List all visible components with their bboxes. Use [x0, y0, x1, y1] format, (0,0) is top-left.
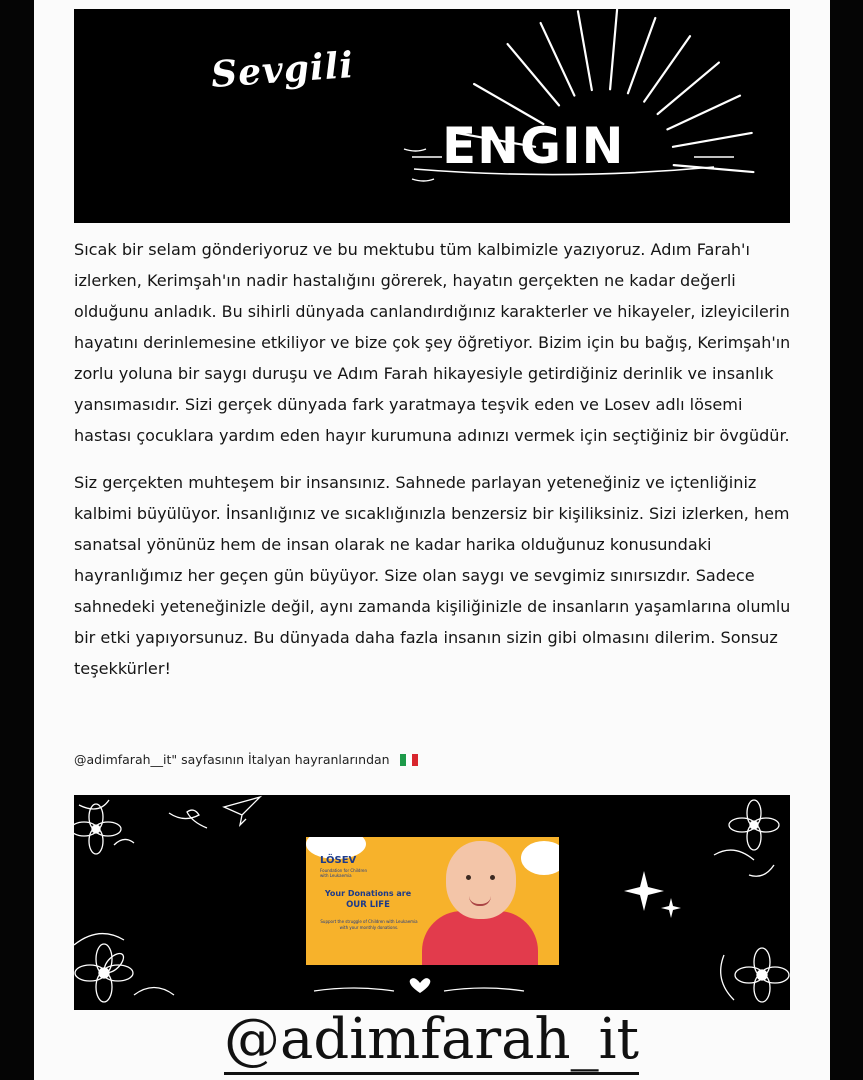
sun-ray	[628, 18, 655, 93]
left-frame-edge	[0, 0, 34, 1080]
child-eye	[466, 875, 471, 880]
sun-ray	[667, 96, 740, 130]
sun-ray	[541, 23, 575, 96]
footer-banner	[74, 795, 790, 1010]
sun-ray	[578, 11, 592, 90]
letter-signature	[74, 752, 418, 767]
losev-donation-card	[306, 837, 559, 965]
right-frame-edge	[830, 0, 863, 1080]
letter-line: kalbimi büyülüyor. İnsanlığınız ve sıcaklığınızla benzersiz bir kişiliksiniz. Sizi izlerken, hem	[74, 504, 790, 523]
greeting-word: Sevgili	[209, 44, 356, 96]
donation-small-text: Support the struggle of Children with Leukaemia with your monthly donations.	[320, 919, 418, 930]
donation-subheading: OUR LIFE	[346, 900, 390, 910]
instagram-handle: @adimfarah_it	[0, 1005, 863, 1075]
letter-line: sanatsal yönünüz hem de insan olarak ne kadar harika olduğunuz konusundaki	[74, 535, 712, 554]
letter-line: hayatını derinlemesine etkiliyor ve bize çok şey öğretiyor. Bizim için bu bağış, Kerimşah'ın	[74, 333, 791, 352]
sun-ray	[508, 44, 559, 105]
letter-line: izlerken, Kerimşah'ın nadir hastalığını görerek, hayatın gerçekten ne kadar değerli	[74, 271, 736, 290]
signature-text: @adimfarah__it" sayfasının İtalyan hayranlarından	[74, 752, 390, 767]
letter-paragraph-1	[74, 234, 790, 451]
letter-paragraph-2	[74, 467, 790, 684]
cloud-decoration	[521, 841, 559, 875]
letter-line: zorlu yoluna bir saygı duruşu ve Adım Farah hikayesiyle getirdiğiniz derinlik ve insanlık	[74, 364, 774, 383]
losev-logo: LÖSEV	[320, 855, 357, 866]
letter-line: yansımasıdır. Sizi gerçek dünyada fark yaratmaya teşvik eden ve Losev adlı lösemi	[74, 395, 743, 414]
letter-line: Sıcak bir selam gönderiyoruz ve bu mektubu tüm kalbimizle yazıyoruz. Adım Farah'ı	[74, 240, 750, 259]
letter-body	[74, 234, 790, 684]
sun-ray	[673, 133, 752, 147]
child-illustration-body	[422, 911, 538, 965]
child-illustration-head	[446, 841, 516, 919]
donation-heading: Your Donations are	[324, 889, 412, 898]
letter-line: bir etki yapıyorsunuz. Bu dünyada daha fazla insanın sizin gibi olmasını dilerim. Sonsuz	[74, 628, 778, 647]
letter-line: teşekkürler!	[74, 659, 171, 678]
letter-line: hastası çocuklara yardım eden hayır kurumuna adınızı vermek için seçtiğiniz bir övgüdür.	[74, 426, 790, 445]
italian-flag-icon	[400, 754, 418, 766]
letter-line: sahnedeki yeteneğinizle değil, aynı zamanda kişiliğinizle de insanların yaşamlarına olumlu	[74, 597, 791, 616]
letter-page	[34, 0, 830, 1080]
header-banner	[74, 9, 790, 223]
letter-line: Siz gerçekten muhteşem bir insansınız. Sahnede parlayan yeteneğiniz ve içtenliğiniz	[74, 473, 757, 492]
child-eye	[490, 875, 495, 880]
sun-ray	[610, 10, 617, 90]
losev-logo-subtitle: Foundation for Children with Leukaemia	[320, 868, 368, 878]
sunburst-rays-decoration	[74, 9, 790, 223]
recipient-name: ENGIN	[442, 117, 625, 175]
sun-ray	[674, 165, 754, 172]
letter-line: hayranlığımız her geçen gün büyüyor. Size olan saygı ve sevgimiz sınırsızdır. Sadece	[74, 566, 755, 585]
letter-line: olduğunu anladık. Bu sihirli dünyada canlandırdığınız karakterler ve hikayeler, izleyicilerin	[74, 302, 790, 321]
